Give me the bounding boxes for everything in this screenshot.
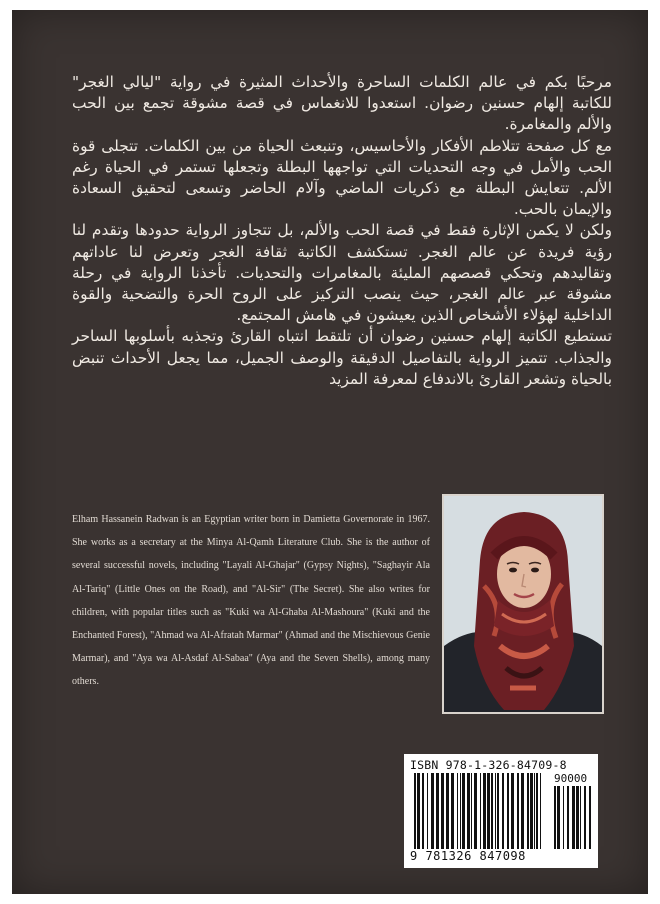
barcode-bar	[507, 773, 509, 849]
barcode-bar	[567, 786, 569, 849]
arabic-blurb	[72, 72, 612, 390]
barcode-bar	[474, 773, 477, 849]
barcode-bar	[580, 786, 581, 849]
barcode-bar	[502, 773, 504, 849]
barcode-bar	[427, 773, 428, 849]
blurb-paragraph-1: مرحبًا بكم في عالم الكلمات الساحرة والأحداث المثيرة في رواية "ليالي الغجر" للكاتبة إلهام حسنين رضوان. استعدوا للانغماس في قصة مشوقة تجمع بين الحب والألم والمغامرة.	[72, 73, 612, 134]
barcode-bar	[527, 773, 529, 849]
barcode-bar	[554, 786, 556, 849]
barcode-bar	[446, 773, 449, 849]
barcode-bar	[480, 773, 481, 849]
ean13-bars	[414, 773, 544, 849]
barcode-bar	[511, 773, 514, 849]
isbn-barcode	[404, 754, 598, 868]
author-portrait-icon	[444, 496, 602, 712]
barcode-bar	[441, 773, 444, 849]
barcode-bar	[451, 773, 454, 849]
barcode-bar	[534, 773, 535, 849]
barcode-bar	[457, 773, 458, 849]
blurb-paragraph-3: ولكن لا يكمن الإثارة فقط في قصة الحب والألم، بل تتجاوز الرواية حدودها وتقدم لنا رؤية فريدة عن عالم الغجر. تستكشف الكاتبة ثقافة الغجر وتعرض لنا عاداتهم وتقاليدهم وتحكي قصصهم المليئة بالمغامرات والتحديات. تأخذنا الرواية في رحلة مشوقة عبر عالم الغجر، حيث ينصب التركيز على الروح الحرة والتضحية والقوة الداخلية لهؤلاء الأشخاص الذين يعيشون في هامش المجتمع.	[72, 221, 612, 325]
blurb-paragraph-2: مع كل صفحة تتلاطم الأفكار والأحاسيس، وتنبعث الحياة من بين الكلمات. تتجلى قوة الحب والأمل في وجه التحديات التي تواجهها البطلة وتجعلها تستمر في الحياة رغم الألم. تتعايش البطلة مع ذكريات الماضي وآلام الحاضر وتسعى لتحقيق السعادة والإيمان بالحب.	[72, 136, 612, 219]
author-bio: Elham Hassanein Radwan is an Egyptian writer born in Damietta Governorate in 1967. She works as a secretary at the Minya Al-Qamh Literature Club. She is the author of several successful novels, including "Layali Al-Ghajar" (Gypsy Nights), "Saghayir Ala Al-Tariq" (Little Ones on the Road), and "Al-Sir" (The Secret). She also writes for children, with popular titles such as "Kuki wa Al-Ghaba Al-Mashoura" (Kuki and the Enchanted Forest), "Ahmad wa Al-Afratah Marmar" (Ahmad and the Mischievous Genie Marmar), and "Aya wa Al-Asdaf Al-Sabaa" (Aya and the Seven Shells), among many others.	[72, 514, 430, 688]
barcode-bar	[557, 786, 560, 849]
addon-bars	[554, 786, 592, 849]
barcode-bar	[497, 773, 499, 849]
isbn-label: ISBN 978-1-326-84709-8	[410, 758, 567, 772]
barcode-bar	[487, 773, 490, 849]
barcode-bar	[460, 773, 461, 849]
barcode-bar	[563, 786, 564, 849]
barcode-bar	[584, 786, 586, 849]
barcode-bar	[467, 773, 470, 849]
barcode-bar	[471, 773, 472, 849]
barcode-bar	[521, 773, 524, 849]
barcode-bar	[576, 786, 579, 849]
barcode-digits: 9 781326 847098	[410, 849, 526, 863]
barcode-bar	[436, 773, 439, 849]
barcode-bar	[517, 773, 519, 849]
barcode-bar	[530, 773, 533, 849]
barcode-bar	[491, 773, 493, 849]
barcode-bar	[431, 773, 434, 849]
barcode-bar	[422, 773, 424, 849]
barcode-bar	[572, 786, 575, 849]
barcode-bar	[540, 773, 541, 849]
barcode-bar	[495, 773, 496, 849]
back-cover	[12, 10, 648, 894]
blurb-paragraph-4: تستطيع الكاتبة إلهام حسنين رضوان أن تلتقط انتباه القارئ وتجذبه بأسلوبها الساحر والجذاب. تتميز الرواية بالتفاصيل الدقيقة والوصف الجميل، مما يجعل الأحداث تنبض بالحياة وتشعر القارئ بالاندفاع لمعرفة المزيد	[72, 327, 612, 388]
price-code: 90000	[554, 772, 588, 785]
barcode-bar	[483, 773, 486, 849]
barcode-bar	[536, 773, 538, 849]
barcode-bar	[414, 773, 416, 849]
barcode-bar	[462, 773, 465, 849]
barcode-bar	[417, 773, 420, 849]
author-photo	[442, 494, 604, 714]
barcode-bar	[589, 786, 591, 849]
